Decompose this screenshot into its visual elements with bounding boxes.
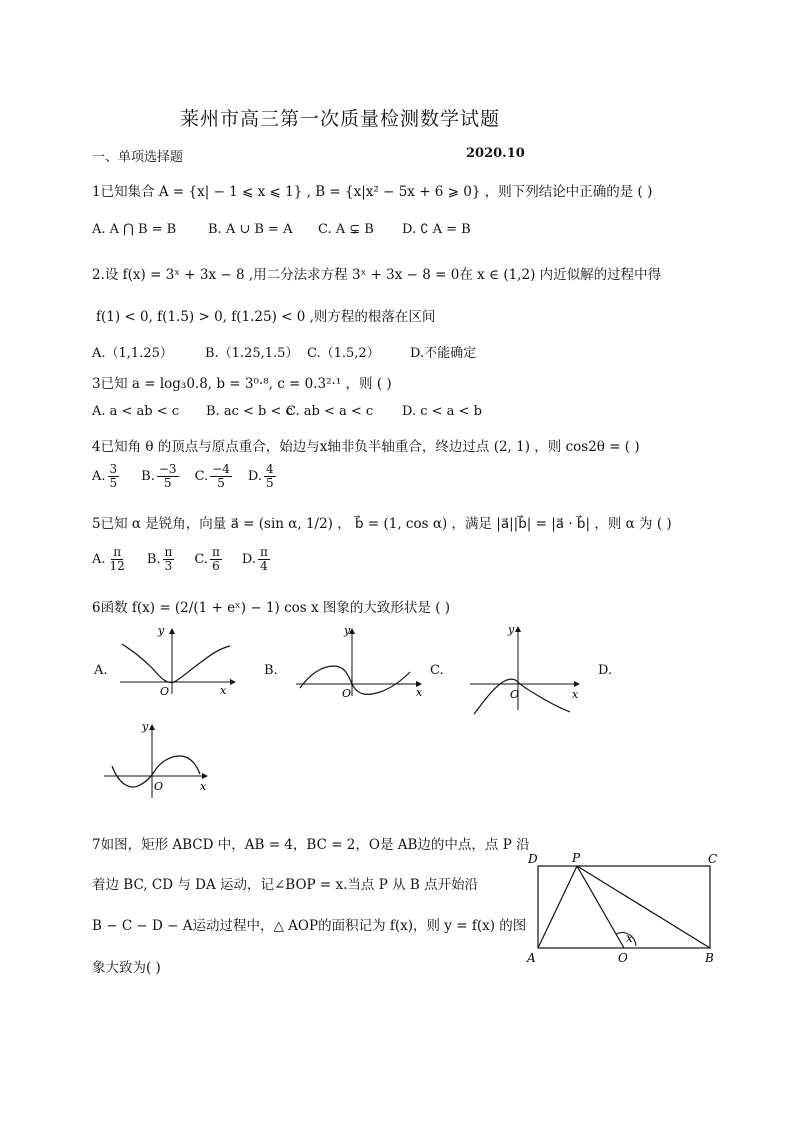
curve (122, 644, 230, 682)
question-6-option-d-label: D. (598, 663, 613, 678)
question-5-option-c-label: C. (194, 551, 209, 567)
y-label: y (158, 624, 165, 637)
question-4-option-d-value: $\frac{4}{5}$ (265, 462, 274, 490)
section-heading: 一、单项选择题 (92, 150, 184, 165)
segment-pb (577, 866, 710, 948)
page-title: 莱州市高三第一次质量检测数学试题 (180, 108, 501, 130)
x-axis-arrow-icon (230, 679, 236, 685)
question-5-option-b-value: $\frac{\pi}{3}$ (164, 545, 173, 573)
vertex-a-label: A (527, 951, 536, 965)
question-4-option-c-label: C. (194, 468, 209, 484)
question-4-option-b-label: B. (141, 468, 155, 484)
x-axis-arrow-icon (574, 681, 580, 687)
question-4-options (92, 463, 278, 489)
y-axis-arrow-icon (169, 628, 175, 634)
question-2-line2: f(1) < 0, f(1.5) > 0, f(1.25) < 0 ,则方程的根落在区间 (96, 309, 436, 325)
x-label: x (200, 780, 207, 793)
exam-date: 2020.10 (466, 146, 525, 161)
question-4-option-a-value: $\frac{3}{5}$ (109, 462, 118, 490)
question-5-option-d-value: $\frac{\pi}{4}$ (260, 545, 268, 573)
question-3-option-d: D. c < a < b (402, 404, 482, 419)
point-o-label: O (618, 951, 628, 965)
question-6-option-c-label: C. (430, 663, 444, 678)
segment-ap (538, 866, 577, 948)
vertex-d-label: D (528, 852, 538, 866)
point-p-label: P (572, 851, 581, 865)
question-6-graph-c (466, 620, 590, 718)
question-3-option-b: B. ac < b < c (206, 404, 293, 419)
question-1-option-a: A. A ⋂ B = B (92, 222, 177, 237)
question-7-rectangle-figure (524, 848, 728, 972)
rectangle-abcd (538, 866, 710, 948)
segment-po (577, 866, 624, 948)
question-3-stem: 3已知 a = log₃0.8, b = 3⁰·⁸, c = 0.3²·¹ ，则 ( ) (92, 376, 392, 392)
question-5-option-a-label: A. (92, 551, 106, 567)
question-1-option-c: C. A ⊊ B (318, 222, 374, 237)
question-2-option-c: C.（1.5,2） (307, 346, 380, 361)
question-2-option-b: B.（1.25,1.5） (205, 346, 299, 361)
question-6-stem: 6函数 f(x) = (2/(1 + eˣ) − 1) cos x 图象的大致形状是 ( ) (92, 600, 451, 616)
question-7-line4: 象大致为( ) (92, 960, 161, 976)
origin-label: O (160, 685, 170, 698)
y-axis-arrow-icon (515, 626, 521, 632)
y-axis-arrow-icon (149, 724, 155, 730)
angle-x-label: x (626, 931, 633, 945)
vertex-c-label: C (708, 852, 718, 866)
question-5-option-c-value: $\frac{\pi}{6}$ (212, 545, 220, 573)
question-1-option-b: B. A ∪ B = A (208, 222, 293, 237)
x-label: x (220, 684, 227, 697)
question-7-line1: 7如图，矩形 ABCD 中，AB = 4，BC = 2，O是 AB边的中点，点 P 沿 (92, 837, 530, 853)
question-4-stem: 4已知角 θ 的顶点与原点重合，始边与x轴非负半轴重合，终边过点 (2, 1) ，则 cos2θ = ( ) (92, 439, 640, 455)
x-label: x (416, 686, 423, 699)
question-2-option-d: D.不能确定 (410, 346, 477, 361)
question-3-option-c: C. ab < a < c (286, 404, 374, 419)
curve (300, 666, 410, 694)
x-label: x (572, 688, 579, 701)
question-6-graph-b (292, 622, 432, 700)
question-5-option-b-label: B. (146, 551, 161, 567)
question-4-option-d-label: D. (247, 468, 262, 484)
y-label: y (344, 624, 351, 637)
question-6-graph-a (112, 622, 242, 700)
question-1-option-d: D. ∁ A = B (402, 222, 471, 237)
question-5-options (92, 546, 272, 572)
question-5-stem: 5已知 α 是锐角，向量 a⃗ = (sin α, 1/2) ， b⃗ = (1, cos α) ，满足 |a⃗||b⃗| = |a⃗ · b⃗| ，则 α 为 ( ) (92, 516, 672, 532)
origin-label: O (154, 780, 164, 793)
question-5-option-a-value: $\frac{\pi}{12}$ (109, 545, 125, 573)
question-3-option-a: A. a < ab < c (92, 404, 180, 419)
y-label: y (508, 623, 515, 636)
y-label: y (142, 720, 149, 733)
question-1-stem: 1已知集合 A = {x| − 1 ⩽ x ⩽ 1} , B = {x|x² − 5x + 6 ⩾ 0} ，则下列结论中正确的是 ( ) (92, 184, 653, 200)
question-4-option-a-label: A. (92, 468, 106, 484)
x-axis-arrow-icon (202, 773, 208, 779)
question-2-option-a: A.（1,1.25） (92, 346, 173, 361)
question-7-line2: 着边 BC, CD 与 DA 运动，记∠BOP = x.当点 P 从 B 点开始沿 (92, 877, 479, 893)
question-5-option-d-label: D. (241, 551, 256, 567)
question-4-option-b-value: $\frac{-3}{5}$ (158, 462, 177, 490)
vertex-b-label: B (705, 951, 714, 965)
question-7-line3: B − C − D − A运动过程中，△ AOP的面积记为 f(x)，则 y = f(x) 的图 (92, 918, 527, 934)
origin-label: O (510, 688, 520, 701)
question-4-option-c-value: $\frac{-4}{5}$ (212, 462, 230, 490)
question-2-stem: 2.设 f(x) = 3ˣ + 3x − 8 ,用二分法求方程 3ˣ + 3x − 8 = 0在 x ∈ (1,2) 内近似解的过程中得 (92, 267, 662, 283)
question-6-option-b-label: B. (264, 663, 278, 678)
question-6-graph-d (100, 718, 220, 802)
question-6-option-a-label: A. (94, 663, 108, 678)
origin-label: O (342, 687, 352, 700)
